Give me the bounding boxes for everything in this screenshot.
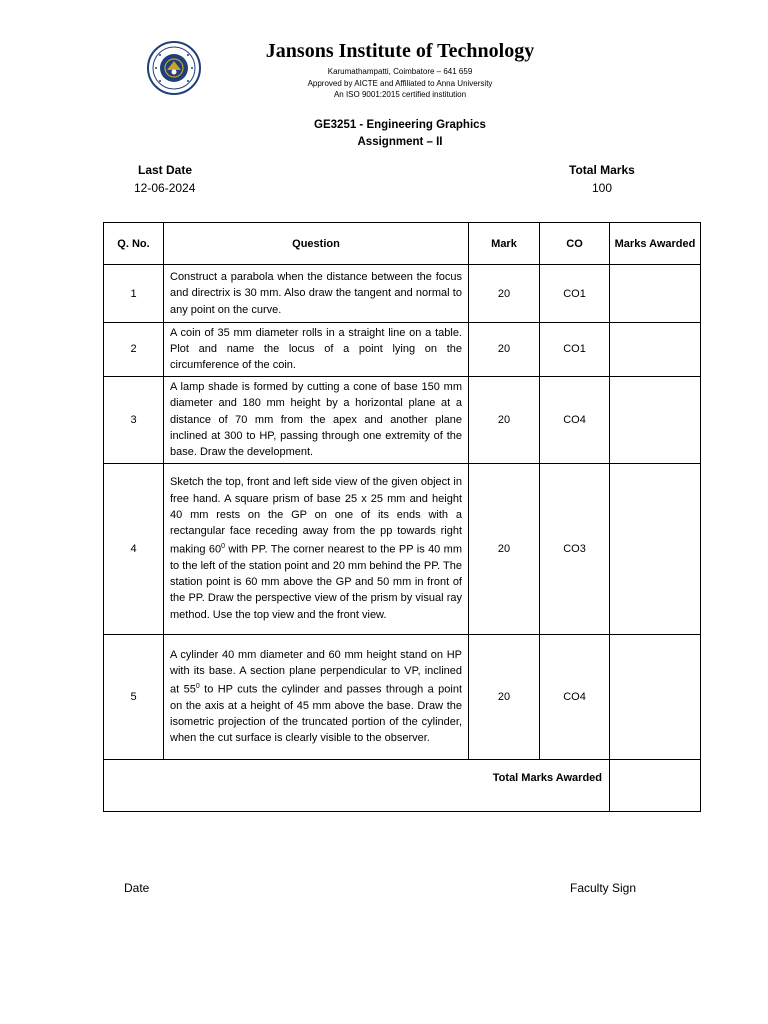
footer-date-label: Date [124,881,150,895]
header-marks-awarded: Marks Awarded [610,223,701,265]
table-row [104,323,701,377]
row-question [164,634,469,759]
question-text-part: with PP. The corner nearest to the PP is 40 mm to the left of the station point and 20 mm behind the PP. The station point is 60 mm above the GP and 50 mm in front of the PP. Draw the perspective view of the prism by visual ray method. Use the top view and the front view. [170,543,462,621]
row-qno: 5 [104,634,164,759]
total-marks-awarded-cell [610,759,701,811]
row-question: A coin of 35 mm diameter rolls in a straight line on a table. Plot and name the locus of a point lying on the circumference of the coin. [164,323,469,377]
institution-name: Jansons Institute of Technology [265,40,535,62]
row-question [164,463,469,634]
row-qno: 1 [104,265,164,323]
superscript-degree: 0 [195,683,200,691]
row-qno: 2 [104,323,164,377]
question-text-part: to HP cuts the cylinder and passes through a point on the axis at a height of 45 mm above the base. Draw the isometric projection of the truncated portion of the cylinder, when the cut surface is clearly visible to the observer. [170,683,462,745]
last-date-label: Last Date [138,163,193,177]
row-marks-awarded [610,463,701,634]
question-text-part: A cylinder 40 mm diameter and 60 mm height stand on HP with its base. A section plane perpendicular to VP, inclined at 55 [170,648,462,696]
header-mark: Mark [469,223,540,265]
table-row [104,463,701,634]
row-co: CO1 [540,323,610,377]
header-co: CO [540,223,610,265]
row-qno: 4 [104,463,164,634]
row-mark: 20 [469,323,540,377]
row-co: CO3 [540,463,610,634]
institution-address: Karumathampatti, Coimbatore – 641 659 [327,67,473,76]
table-header-row [104,223,701,265]
question-text-part: Sketch the top, front and left side view of the given object in free hand. A square prism of base 25 x 25 mm and height 40 mm rests on the GP on one of its ends with a rectangular face receding away from the pp towards right making 60 [170,476,462,556]
course-title: GE3251 - Engineering Graphics [314,119,486,131]
header-qno: Q. No. [104,223,164,265]
institution-iso: An ISO 9001:2015 certified institution [333,90,467,99]
assignment-title: Assignment – II [357,136,443,148]
table-row [104,634,701,759]
table-row [104,376,701,463]
header-question: Question [164,223,469,265]
row-mark: 20 [469,463,540,634]
total-marks-label: Total Marks [569,163,635,177]
institution-logo [147,41,201,95]
footer-faculty-sign: Faculty Sign [570,881,637,895]
row-co: CO1 [540,265,610,323]
last-date-value: 12-06-2024 [134,181,196,195]
row-marks-awarded [610,376,701,463]
row-co: CO4 [540,376,610,463]
row-mark: 20 [469,265,540,323]
total-marks-value: 100 [592,181,613,195]
row-marks-awarded [610,323,701,377]
row-qno: 3 [104,376,164,463]
total-row [104,759,701,811]
superscript-degree: 0 [221,543,225,551]
institution-approval: Approved by AICTE and Affiliated to Anna University [307,79,493,88]
row-marks-awarded [610,634,701,759]
questions-table [103,222,701,812]
row-question: A lamp shade is formed by cutting a cone of base 150 mm diameter and 180 mm height by a horizontal plane at a distance of 70 mm from the apex and another plane inclined at 300 to HP, passing through one extremity of the base. Draw the development. [164,376,469,463]
row-mark: 20 [469,634,540,759]
row-mark: 20 [469,376,540,463]
table-row [104,265,701,323]
row-co: CO4 [540,634,610,759]
row-question: Construct a parabola when the distance between the focus and directrix is 30 mm. Also draw the tangent and normal to any point on the curve. [164,265,469,323]
row-marks-awarded [610,265,701,323]
total-marks-awarded-label: Total Marks Awarded [104,759,610,811]
